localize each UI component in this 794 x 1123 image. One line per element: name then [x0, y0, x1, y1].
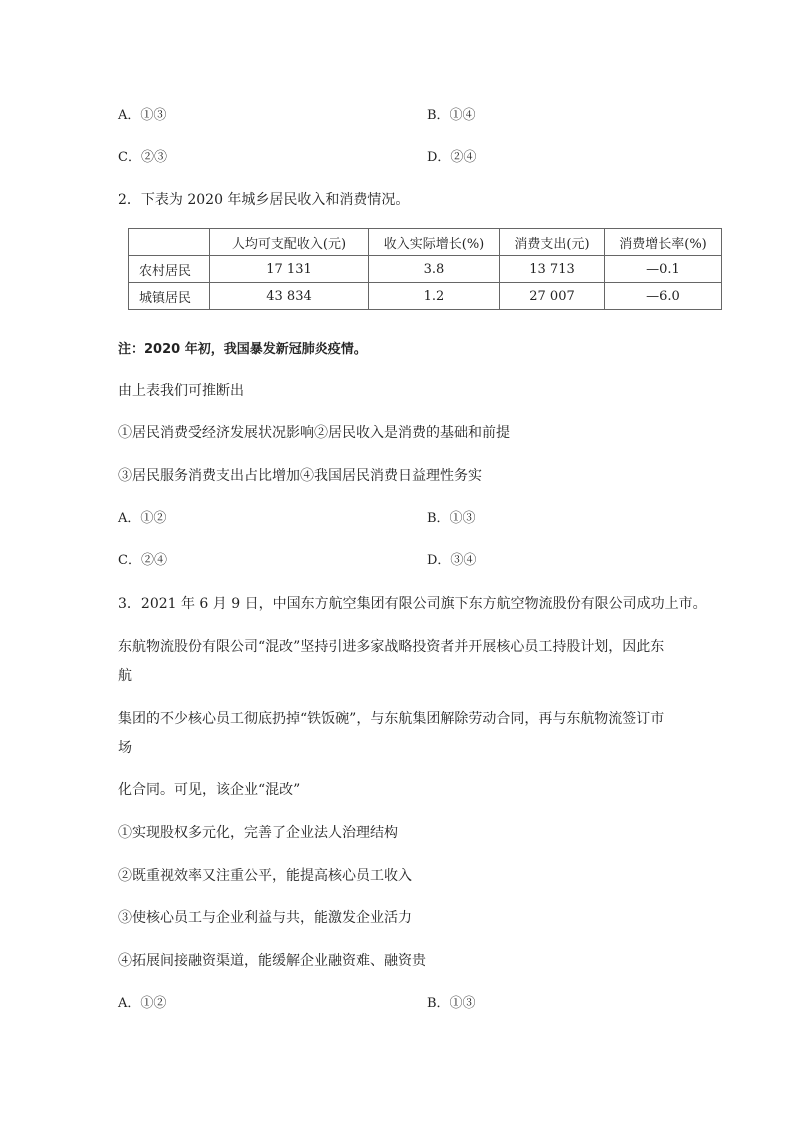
table-row	[129, 256, 722, 283]
q2-option-a[interactable]: A．①②	[118, 511, 167, 526]
q3-stem-line-6: 化合同。可见，该企业“混改”	[118, 782, 301, 798]
table-cell: 农村居民	[129, 256, 210, 283]
q2-option-d[interactable]: D．③④	[427, 553, 477, 568]
table-header-cell: 人均可支配收入(元)	[210, 229, 369, 256]
q2-note: 注：2020 年初，我国暴发新冠肺炎疫情。	[118, 342, 367, 357]
q1-option-d[interactable]: D．②④	[427, 150, 477, 165]
table-cell: 13 713	[500, 256, 605, 283]
table-cell: 27 007	[500, 283, 605, 310]
q1-option-c[interactable]: C．②③	[118, 150, 167, 165]
table-header-cell: 消费增长率(%)	[605, 229, 722, 256]
table-cell: 3.8	[369, 256, 500, 283]
q3-stem-line-5: 场	[118, 740, 132, 756]
income-consumption-table	[128, 228, 722, 310]
q3-stem-line-2: 东航物流股份有限公司“混改”坚持引进多家战略投资者并开展核心员工持股计划，因此东	[118, 639, 665, 655]
table-cell: 43 834	[210, 283, 369, 310]
table-header-cell	[129, 229, 210, 256]
table-header-row	[129, 229, 722, 256]
table-header-cell: 收入实际增长(%)	[369, 229, 500, 256]
q3-stem-line-1: 3．2021 年 6 月 9 日，中国东方航空集团有限公司旗下东方航空物流股份有限公司成功上市。	[118, 596, 707, 612]
table-cell: —6.0	[605, 283, 722, 310]
q1-option-a[interactable]: A．①③	[118, 108, 167, 123]
q3-option-a[interactable]: A．①②	[118, 996, 167, 1011]
q3-stem-line-3: 航	[118, 668, 132, 684]
q3-statement-3: ③使核心员工与企业利益与共，能激发企业活力	[118, 910, 412, 926]
q3-statement-4: ④拓展间接融资渠道，能缓解企业融资难、融资贵	[118, 953, 426, 969]
q2-prompt: 由上表我们可推断出	[118, 383, 244, 399]
table-cell: 1.2	[369, 283, 500, 310]
q2-option-c[interactable]: C．②④	[118, 553, 167, 568]
q2-statement-2: ③居民服务消费支出占比增加④我国居民消费日益理性务实	[118, 468, 482, 484]
table-row	[129, 283, 722, 310]
q2-stem: 2．下表为 2020 年城乡居民收入和消费情况。	[118, 192, 410, 208]
q3-statement-1: ①实现股权多元化，完善了企业法人治理结构	[118, 825, 398, 841]
table-cell: 城镇居民	[129, 283, 210, 310]
table-cell: —0.1	[605, 256, 722, 283]
q2-option-b[interactable]: B．①③	[427, 511, 476, 526]
q3-stem-line-4: 集团的不少核心员工彻底扔掉“铁饭碗”，与东航集团解除劳动合同，再与东航物流签订市	[118, 711, 665, 727]
table-header-cell: 消费支出(元)	[500, 229, 605, 256]
table-cell: 17 131	[210, 256, 369, 283]
q3-option-b[interactable]: B．①③	[427, 996, 476, 1011]
q1-option-b[interactable]: B．①④	[427, 108, 476, 123]
q3-statement-2: ②既重视效率又注重公平，能提高核心员工收入	[118, 868, 412, 884]
q2-statement-1: ①居民消费受经济发展状况影响②居民收入是消费的基础和前提	[118, 425, 510, 441]
